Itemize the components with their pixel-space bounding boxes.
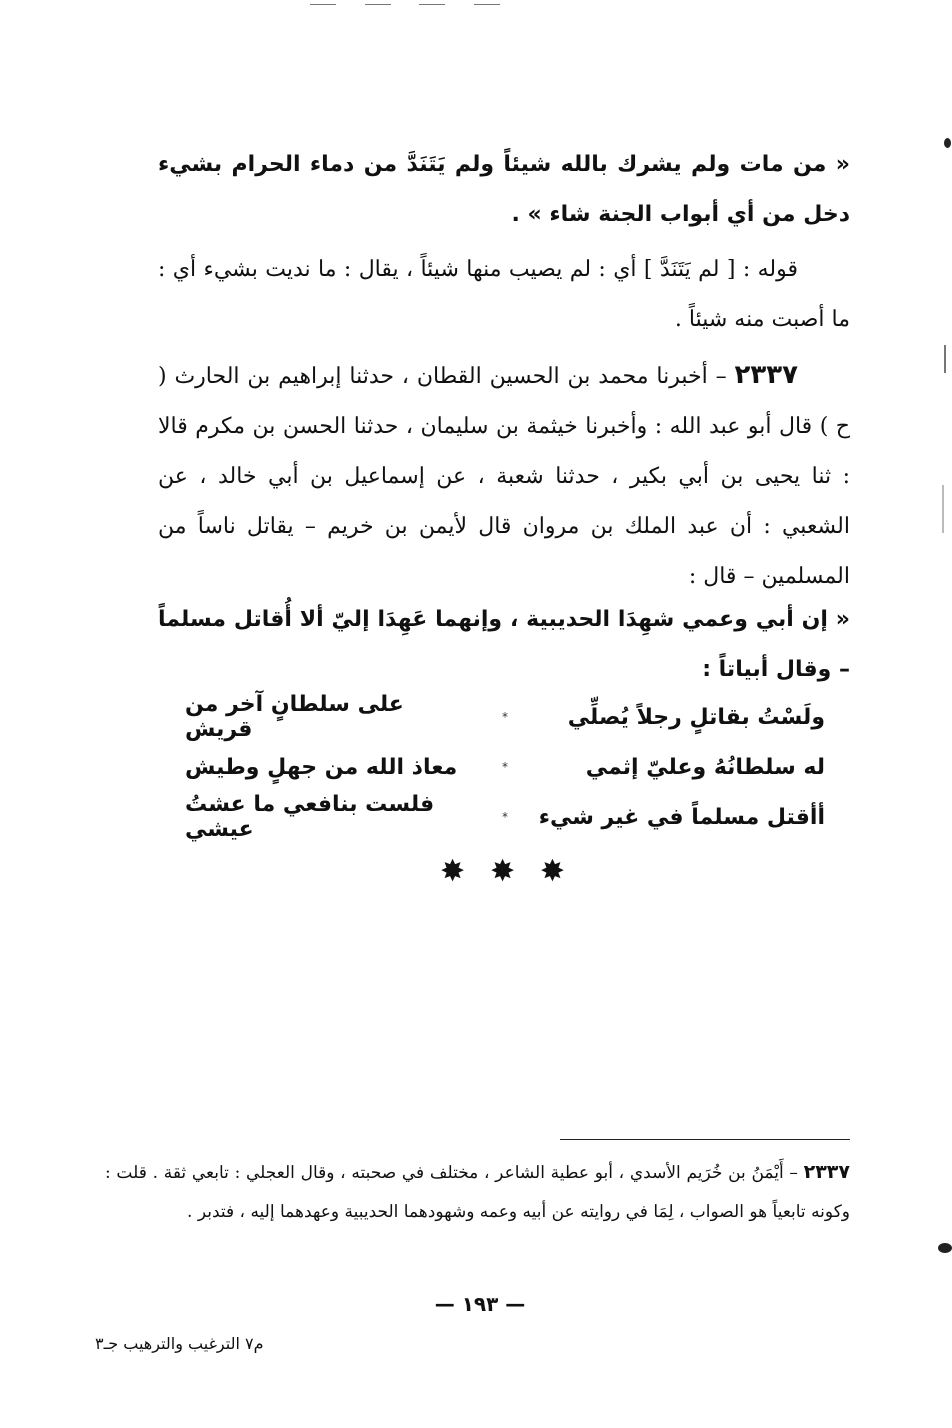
hadith-number: ٢٣٣٧ xyxy=(734,360,798,390)
verse-first-hemistich: له سلطانُهُ وعليّ إثمي xyxy=(585,754,825,780)
verse-separator: * xyxy=(502,810,508,824)
verse-separator: * xyxy=(502,760,508,774)
scan-edge-mark xyxy=(944,138,951,148)
hadith-text-end: « من مات ولم يشرك بالله شيئاً ولم يَتَنَدَّ من دماء الحرام بشيء دخل من أي أبواب الجنة شاء » . xyxy=(158,152,850,227)
page-number: — ١٩٣ — xyxy=(434,1292,526,1316)
matn-paragraph: « إن أبي وعمي شهِدَا الحديبية ، وإنهما عَهِدَا إليّ ألا أُقاتل مسلماً – وقال أبياتاً : xyxy=(158,607,850,682)
poem-verse xyxy=(185,792,825,842)
poem xyxy=(185,692,825,842)
verse-first-hemistich: أأقتل مسلماً في غير شيء xyxy=(538,804,825,830)
verse-second-hemistich: معاذ الله من جهلٍ وطيش xyxy=(185,754,458,780)
footnote-number: ٢٣٣٧ xyxy=(803,1161,850,1183)
verse-second-hemistich: فلست بنافعي ما عشتُ عيشي xyxy=(185,792,435,842)
verse-second-hemistich: على سلطانٍ آخر من قريش xyxy=(185,692,404,742)
footnote-divider xyxy=(560,1139,850,1140)
footnote xyxy=(105,1153,850,1232)
gloss-paragraph: قوله : [ لم يَتَنَدَّ ] أي : لم يصيب منها شيئاً ، يقال : ما نديت بشيء أي : ما أصبت منه شيئاً . xyxy=(158,257,850,332)
isnad-paragraph xyxy=(158,350,850,602)
verse-separator: * xyxy=(502,710,508,724)
top-page-marks xyxy=(310,4,500,5)
section-divider-stars xyxy=(440,852,565,892)
star-ornament-icon: ✸ xyxy=(539,854,565,889)
isnad-text: – أخبرنا محمد بن الحسين القطان ، حدثنا إبراهيم بن الحارث ( ح ) قال أبو عبد الله : وأخبرنا خيثمة بن سليمان ، حدثنا الحسن بن مكرم قالا : ثنا يحيى بن أبي بكير ، حدثنا شعبة ، عن إسماعيل بن أبي خالد ، عن الشعبي : أن عبد الملك بن مروان قال لأيمن بن خريم – يقاتل ناساً من المسلمين – قال : xyxy=(158,364,850,589)
verse-first-hemistich: ولَسْتُ بقاتلٍ رجلاً يُصلِّي xyxy=(567,704,825,730)
scan-edge-line xyxy=(942,485,944,533)
poem-verse xyxy=(185,742,825,792)
star-ornament-icon: ✸ xyxy=(440,854,466,889)
poem-verse xyxy=(185,692,825,742)
star-ornament-icon: ✸ xyxy=(489,854,516,889)
scan-edge-line xyxy=(944,345,946,373)
scan-edge-mark xyxy=(938,1243,952,1253)
book-signature: م٧ الترغيب والترهيب جـ٣ xyxy=(95,1334,264,1353)
footnote-text: – أَيْمَنُ بن خُرَيم الأسدي ، أبو عطية الشاعر ، مختلف في صحبته ، وقال العجلي : تابعي ثقة . قلت : وكونه تابعياً هو الصواب ، لِمَا في روايته عن أبيه وعمه وشهودهما الحديبية وعهدهما إليه ، فتدبر . xyxy=(105,1163,850,1222)
